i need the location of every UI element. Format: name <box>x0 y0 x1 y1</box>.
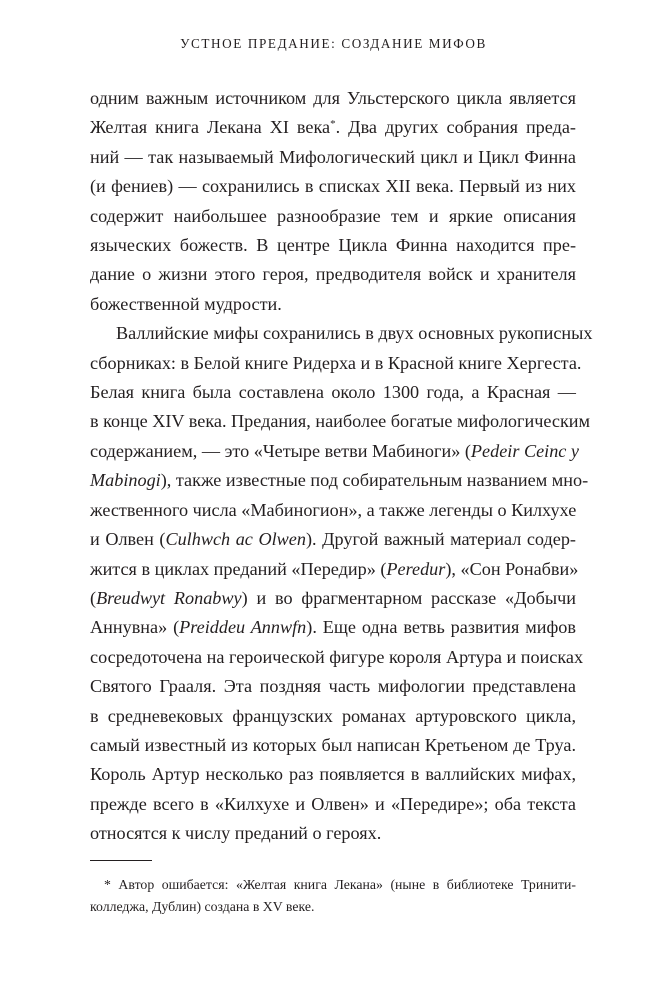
italic-title: Mabinogi <box>90 470 161 491</box>
footnote-line: * Автор ошибается: «Желтая книга Лекана» (ныне в библиотеке Тринити- <box>104 877 576 892</box>
text-line: (и фениев) — сохранились в списках XII века. Первый из них <box>90 176 576 197</box>
text-span: ). Еще одна ветвь развития мифов <box>306 617 576 638</box>
text-line <box>90 613 576 642</box>
text-line: сборниках: в Белой книге Ридерха и в Красной книге Хергеста. <box>90 352 582 373</box>
footnote-divider <box>90 860 152 861</box>
text-line: божественной мудрости. <box>90 293 282 314</box>
italic-title: Preiddeu Annwfn <box>179 617 307 638</box>
text-span: и Олвен ( <box>90 529 166 550</box>
text-line: одним важным источником для Ульстерского цикла является <box>90 88 576 108</box>
text-line: Святого Грааля. Эта поздняя часть мифологии представлена <box>90 676 576 697</box>
footnote-line: колледжа, Дублин) создана в XV веке. <box>90 899 315 914</box>
italic-title: Pedeir Ceinc y <box>470 440 579 461</box>
text-line: Король Артур несколько раз появляется в валлийских мифах, <box>90 764 576 785</box>
italic-title: Breudwyt Ronabwy <box>96 587 242 608</box>
text-line: прежде всего в «Килхухе и Олвен» и «Передире»; оба текста <box>90 793 576 814</box>
text-line <box>90 113 576 142</box>
text-line: жественного числа «Мабиногион», а также легенды о Килхухе <box>90 499 577 520</box>
text-line: самый известный из которых был написан Кретьеном де Труа. <box>90 734 576 755</box>
text-line <box>90 466 589 495</box>
text-span: ( <box>90 587 97 608</box>
text-line: содержит наибольшее разнообразие тем и яркие описания <box>90 205 576 226</box>
text-span: ) и во фрагментарном рассказе «Добычи <box>241 587 577 608</box>
text-line <box>90 584 576 613</box>
text-line: относятся к числу преданий о героях. <box>90 823 382 844</box>
text-span: ), также известные под собирательным названием мно- <box>160 470 589 491</box>
footnote <box>90 874 576 918</box>
text-line: Валлийские мифы сохранились в двух основных рукописных <box>116 323 593 344</box>
text-line: в конце XIV века. Предания, наиболее богатые мифологическим <box>90 411 591 432</box>
text-line: сосредоточена на героической фигуре короля Артура и поисках <box>90 646 584 667</box>
text-span: ), «Сон Ронабви» <box>445 558 579 579</box>
text-line <box>90 437 579 466</box>
text-line: Белая книга была составлена около 1300 года, а Красная — <box>90 382 576 403</box>
text-line: ний — так называемый Мифологический цикл и Цикл Финна <box>90 146 576 167</box>
text-span: жится в циклах преданий «Передир» ( <box>90 558 387 579</box>
running-head: УСТНОЕ ПРЕДАНИЕ: СОЗДАНИЕ МИФОВ <box>180 36 487 51</box>
text-span: Желтая книга Лекана XI века <box>90 117 331 138</box>
text-span: содержанием, — это «Четыре ветви Мабиноги» ( <box>90 440 471 461</box>
italic-title: Peredur <box>386 558 446 579</box>
text-span: ). Другой важный материал содер- <box>305 529 576 550</box>
text-span: Аннувна» ( <box>90 617 180 638</box>
text-span: . Два других собрания преда- <box>335 117 576 138</box>
footnote-marker: * <box>330 118 336 131</box>
text-line <box>90 525 576 554</box>
text-line <box>90 555 579 584</box>
body-text <box>90 84 593 849</box>
text-line: в средневековых французских романах артуровского цикла, <box>90 705 576 726</box>
italic-title: Culhwch ac Olwen <box>165 529 306 550</box>
text-line: дание о жизни этого героя, предводителя войск и хранителя <box>90 264 576 285</box>
text-line: языческих божеств. В центре Цикла Финна находится пре- <box>90 235 576 256</box>
